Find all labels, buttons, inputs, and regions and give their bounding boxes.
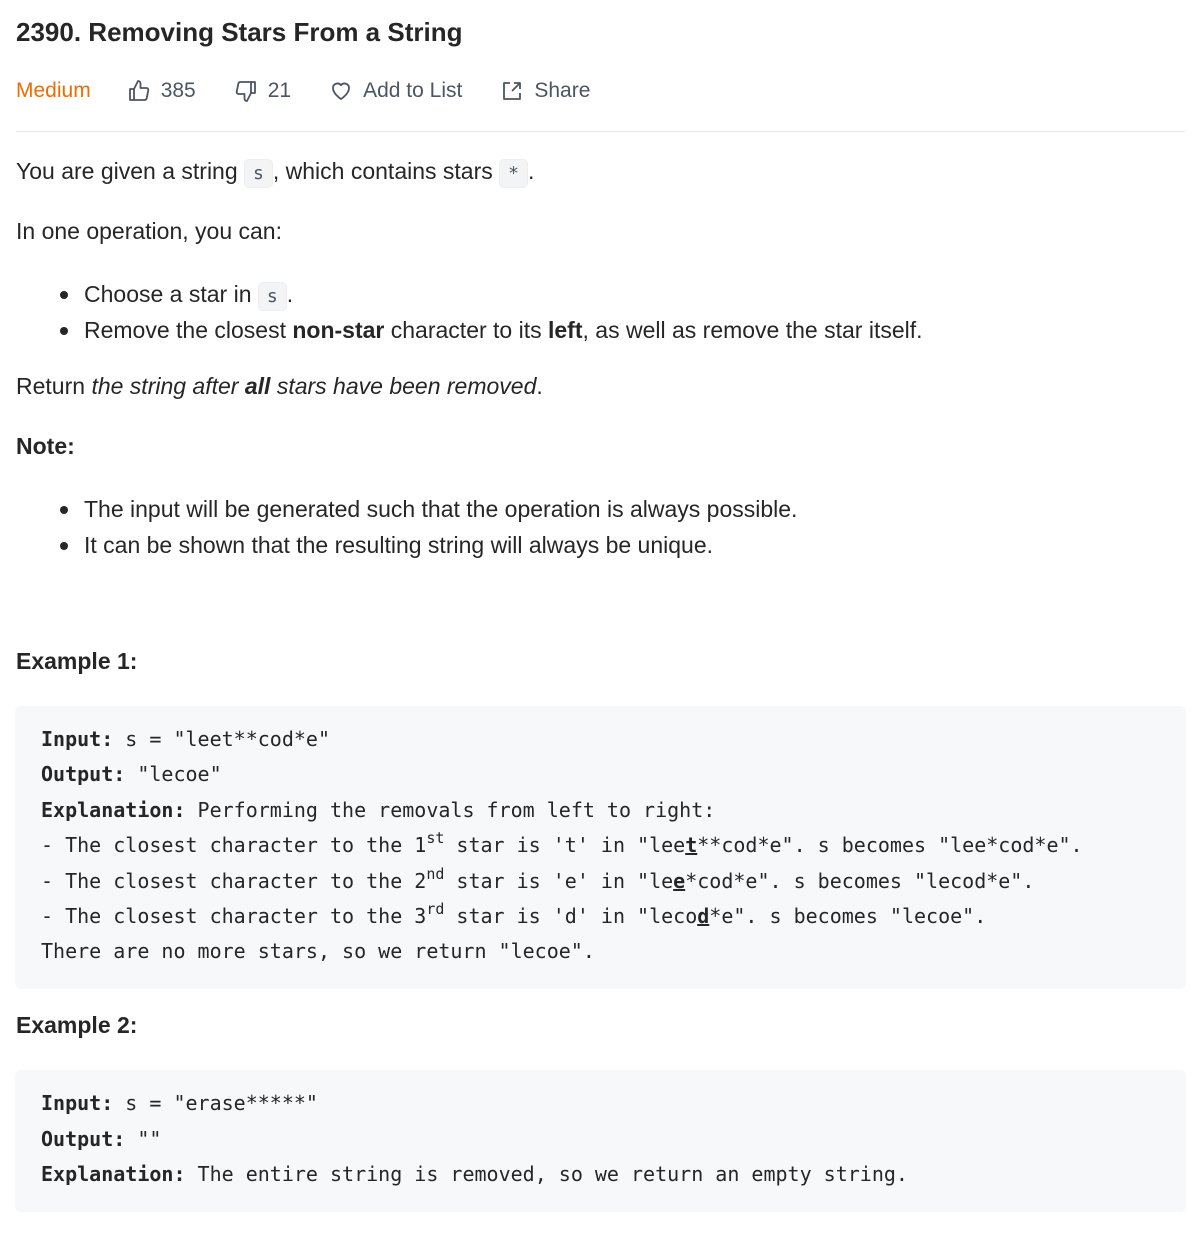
list-item: Choose a star in s . (58, 276, 923, 312)
problem-title: 2390. Removing Stars From a String (16, 17, 463, 47)
example-1-step-3: - The closest character to the 3rd star is 'd' in "lecod*e". s becomes "lecoe". (41, 900, 987, 928)
list-item: The input will be generated such that the operation is always possible. (58, 491, 797, 527)
example-2-input: Input: s = "erase*****" (41, 1091, 318, 1115)
example-1-step-2: - The closest character to the 2nd star is 'e' in "lee*cod*e". s becomes "lecod*e". (41, 865, 1035, 893)
list-item: Remove the closest non-star character to its left, as well as remove the star itself. (58, 312, 923, 348)
list-item: It can be shown that the resulting string will always be unique. (58, 527, 797, 563)
like-count: 385 (160, 79, 196, 102)
example-1-output: Output: "lecoe" (41, 762, 222, 786)
example-2-codeblock (15, 1070, 1186, 1212)
add-to-list-button[interactable] (329, 79, 462, 103)
header-divider (16, 131, 1186, 132)
share-icon (500, 79, 524, 103)
example-2-explanation: Explanation: The entire string is removed, so we return an empty string. (41, 1162, 908, 1186)
add-to-list-label: Add to List (363, 79, 463, 102)
return-paragraph: Return the string after all stars have been removed. (16, 373, 543, 399)
dislike-count: 21 (267, 79, 292, 102)
problem-meta-bar (16, 74, 628, 108)
share-label: Share (534, 79, 591, 102)
like-button[interactable] (127, 79, 196, 103)
thumbs-up-icon (127, 79, 151, 103)
operation-paragraph: In one operation, you can: (16, 218, 282, 244)
intro-paragraph: You are given a string s , which contains stars * . (16, 158, 534, 185)
heart-icon (329, 79, 353, 103)
inline-code-s: s (258, 282, 287, 311)
inline-code-s: s (244, 159, 273, 188)
example-1-step-1: - The closest character to the 1st star is 't' in "leet**cod*e". s becomes "lee*cod*e". (41, 829, 1083, 857)
note-heading: Note: (16, 433, 75, 459)
dislike-button[interactable] (234, 79, 291, 103)
difficulty-label: Medium (16, 79, 91, 102)
example-1-explanation: Explanation: Performing the removals from left to right: (41, 798, 716, 822)
inline-code-star: * (499, 159, 528, 188)
thumbs-down-icon (234, 79, 258, 103)
operation-list (58, 276, 923, 348)
share-button[interactable] (500, 79, 590, 103)
example-2-heading: Example 2: (16, 1012, 138, 1038)
example-1-final: There are no more stars, so we return "lecoe". (41, 939, 595, 963)
example-1-input: Input: s = "leet**cod*e" (41, 727, 330, 751)
example-2-output: Output: "" (41, 1127, 162, 1151)
example-1-heading: Example 1: (16, 648, 138, 674)
note-list (58, 491, 797, 563)
example-1-codeblock (15, 706, 1186, 989)
